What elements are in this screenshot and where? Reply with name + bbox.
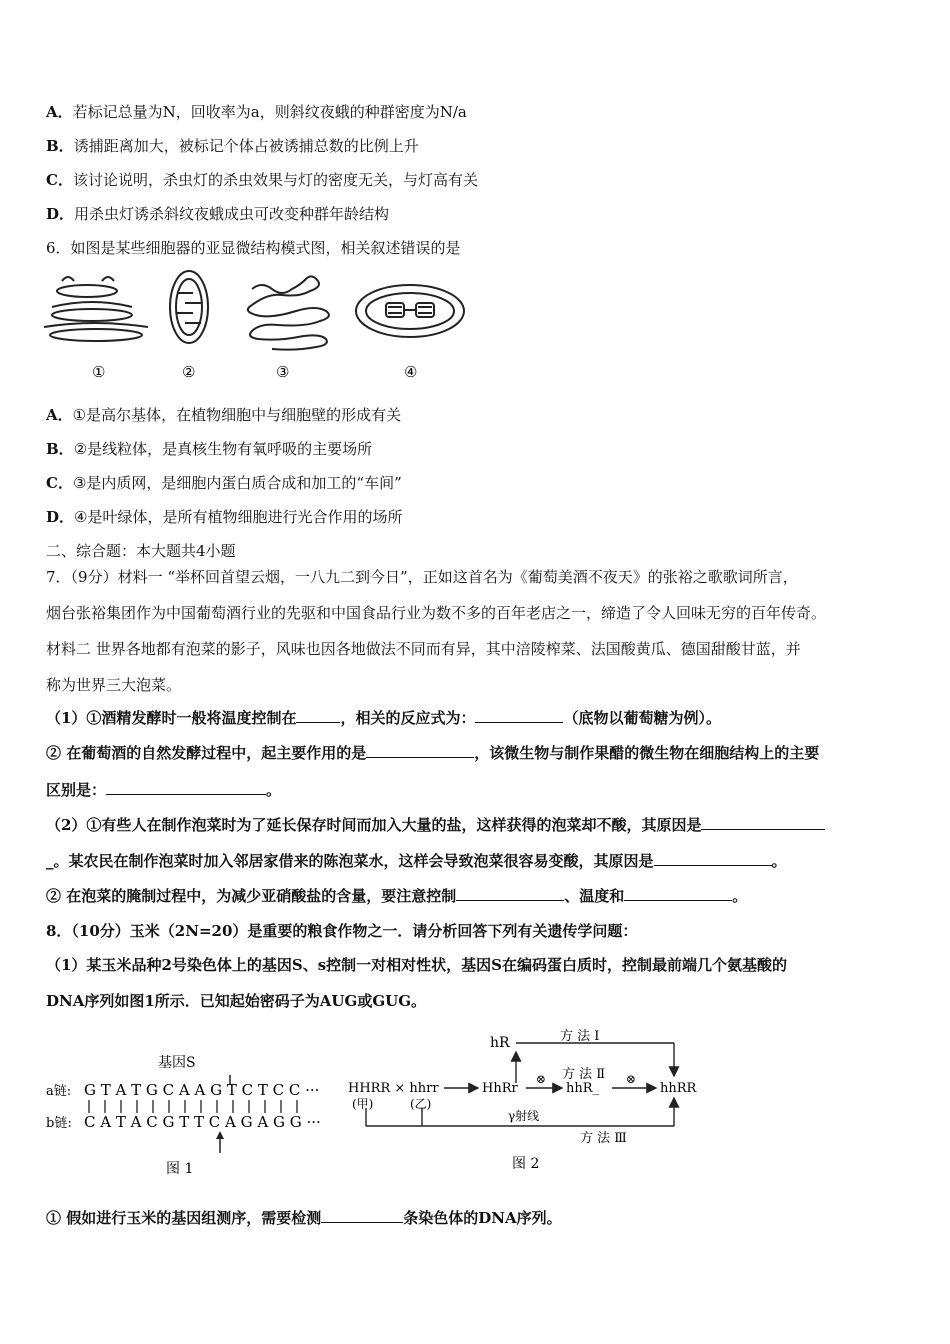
answer-blank[interactable] xyxy=(106,780,266,795)
text: （2）①有些人在制作泡菜时为了延长保存时间而加入大量的盐，这样获得的泡菜却不酸，其原因是 xyxy=(46,816,702,834)
er-drawing xyxy=(248,276,329,349)
answer-blank[interactable] xyxy=(366,743,474,758)
arrow-up-icon xyxy=(216,1131,224,1153)
hR-label: hR xyxy=(490,1035,510,1051)
method-1-label: 方 法 Ⅰ xyxy=(560,1029,600,1044)
option-text: ②是线粒体，是真核生物有氧呼吸的主要场所 xyxy=(73,440,373,458)
text: ① 假如进行玉米的基因组测序，需要检测 xyxy=(46,1209,322,1227)
q8-line-1: 8．（10分）玉米（2N=20）是重要的粮食作物之一．请分析回答下列有关遗传学问题： xyxy=(46,922,638,940)
option-text: 用杀虫灯诱杀斜纹夜蛾成虫可改变种群年龄结构 xyxy=(74,205,390,223)
text: 。 xyxy=(771,852,787,870)
answer-blank[interactable] xyxy=(456,886,564,901)
q6-stem: 6．如图是某些细胞器的亚显微结构模式图，相关叙述错误的是 xyxy=(46,239,461,257)
figure-2-breeding xyxy=(340,1028,700,1178)
text: 区别是： xyxy=(46,781,107,799)
option-letter: D． xyxy=(46,205,75,223)
q8-part1-1 xyxy=(46,1208,562,1228)
text: _。某农民在制作泡菜时加入邻居家借来的陈泡菜水，这样会导致泡菜很容易变酸，其原因是 xyxy=(46,852,654,870)
option-letter: C． xyxy=(46,474,73,492)
q6-option-b xyxy=(46,439,372,459)
parent-yi: (乙) xyxy=(410,1097,432,1111)
hhR-label: hhR_ xyxy=(566,1081,600,1096)
answer-blank[interactable] xyxy=(321,1208,403,1223)
method-3-label: 方 法 Ⅲ xyxy=(580,1131,627,1146)
label-3: ③ xyxy=(276,363,290,381)
text: ② 在葡萄酒的自然发酵过程中，起主要作用的是 xyxy=(46,744,367,762)
a-strand-label: a链: xyxy=(46,1084,72,1099)
option-text: ①是高尔基体，在植物细胞中与细胞壁的形成有关 xyxy=(72,406,402,424)
q8-line-3: DNA序列如图1所示．已知起始密码子为AUG或GUG。 xyxy=(46,992,427,1010)
figure-2-caption: 图 2 xyxy=(512,1156,540,1172)
section-heading: 二、综合题：本大题共4小题 xyxy=(46,542,236,560)
mitochondrion-drawing xyxy=(170,271,208,343)
figure-1-dna xyxy=(44,1045,334,1180)
label-4: ④ xyxy=(404,363,418,381)
text: ，相关的反应式为： xyxy=(340,709,476,727)
q5-option-d xyxy=(46,204,389,224)
q7-part2 xyxy=(46,815,825,835)
figure-1-caption: 图 1 xyxy=(166,1161,194,1177)
parent-jia: (甲) xyxy=(352,1097,374,1111)
golgi-drawing xyxy=(44,277,148,341)
q6-option-c xyxy=(46,473,402,493)
q7-part1 xyxy=(46,708,721,728)
f1-label: HhRr xyxy=(482,1081,518,1096)
base-pair-lines xyxy=(89,1100,297,1113)
option-letter: B． xyxy=(46,440,74,458)
self-cross-icon: ⊗ xyxy=(536,1072,547,1086)
chloroplast-drawing xyxy=(356,285,464,337)
method-2-label: 方 法 Ⅱ xyxy=(562,1067,606,1082)
q7-line-1: 7．（9分）材料一 “举杯回首望云烟，一八九二到今日”，正如这首名为《葡萄美酒不夜天》的张裕之歌歌词所言， xyxy=(46,568,798,586)
b-strand-label: b链: xyxy=(46,1116,72,1131)
q7-line-2: 烟台张裕集团作为中国葡萄酒行业的先驱和中国食品行业为数不多的百年老店之一，缔造了令人回味无穷的百年传奇。 xyxy=(46,604,827,622)
gene-label: 基因S xyxy=(158,1055,196,1071)
label-2: ② xyxy=(182,363,196,381)
text: 。 xyxy=(266,781,282,799)
answer-blank[interactable] xyxy=(624,886,732,901)
text: ② 在泡菜的腌制过程中，为减少亚硝酸盐的含量，要注意控制 xyxy=(46,887,457,905)
option-letter: B． xyxy=(46,137,74,155)
text: （1）①酒精发酵时一般将温度控制在 xyxy=(46,709,297,727)
hhRR-label: hhRR xyxy=(660,1081,697,1096)
q5-option-a xyxy=(46,102,467,122)
answer-blank[interactable] xyxy=(475,708,563,723)
q7-part1-3 xyxy=(46,780,281,800)
answer-blank[interactable] xyxy=(296,708,340,723)
q6-option-d xyxy=(46,507,402,527)
text: （底物以葡萄糖为例）。 xyxy=(563,709,721,727)
parent-cross: HHRR × hhrr xyxy=(348,1081,439,1096)
q7-line-3: 材料二 世界各地都有泡菜的影子，风味也因各地做法不同而有异，其中涪陵榨菜、法国酸黄瓜、德国甜酸甘蓝，并 xyxy=(46,640,801,658)
q7-part2-2 xyxy=(46,851,787,871)
q8-line-2: （1）某玉米品种2号染色体上的基因S、s控制一对相对性状，基因S在编码蛋白质时，控制最前端几个氨基酸的 xyxy=(46,956,787,974)
gamma-ray-label: γ射线 xyxy=(508,1109,540,1123)
option-text: 诱捕距离加大，被标记个体占被诱捕总数的比例上升 xyxy=(73,137,419,155)
organelle-figure xyxy=(40,265,480,390)
answer-blank[interactable] xyxy=(654,851,772,866)
q7-part2-3 xyxy=(46,886,747,906)
q6-option-a xyxy=(46,405,401,425)
option-text: 该讨论说明，杀虫灯的杀虫效果与灯的密度无关，与灯高有关 xyxy=(72,171,478,189)
q7-part1-2 xyxy=(46,743,819,763)
option-text: ④是叶绿体，是所有植物细胞进行光合作用的场所 xyxy=(74,508,403,526)
option-text: 若标记总量为N，回收率为a，则斜纹夜蛾的种群密度为N/a xyxy=(72,103,467,121)
label-1: ① xyxy=(92,363,106,381)
option-letter: D． xyxy=(46,508,75,526)
a-strand-seq: G T A T G C A A G T C T C C ··· xyxy=(84,1081,320,1099)
text: 。 xyxy=(732,887,748,905)
option-text: ③是内质网，是细胞内蛋白质合成和加工的“车间” xyxy=(72,474,402,492)
text: ，该微生物与制作果醋的微生物在细胞结构上的主要 xyxy=(474,744,820,762)
answer-blank[interactable] xyxy=(701,815,825,830)
text: 、温度和 xyxy=(564,887,625,905)
self-cross-icon: ⊗ xyxy=(626,1072,637,1086)
q5-option-b xyxy=(46,136,419,156)
text: 条染色体的DNA序列。 xyxy=(403,1209,562,1227)
q7-line-4: 称为世界三大泡菜。 xyxy=(46,676,182,694)
q5-option-c xyxy=(46,170,478,190)
b-strand-seq: C A T A C G T T C A G A G G ··· xyxy=(84,1113,321,1131)
option-letter: A． xyxy=(46,103,73,121)
option-letter: C． xyxy=(46,171,73,189)
option-letter: A． xyxy=(46,406,73,424)
